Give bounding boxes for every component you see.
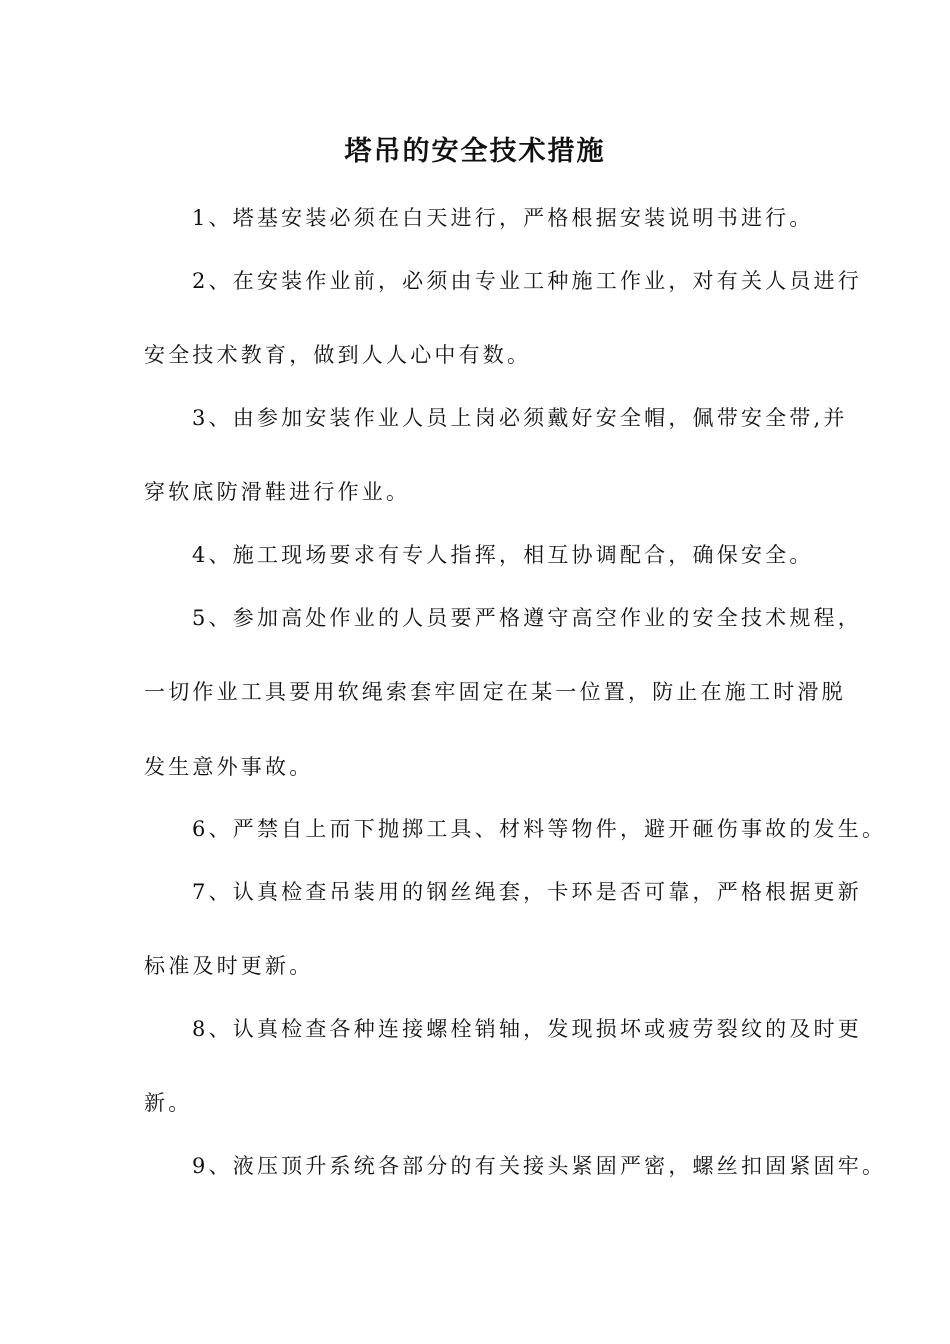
paragraph-line: 8、认真检查各种连接螺栓销轴，发现损坏或疲劳裂纹的及时更 (192, 1017, 862, 1041)
paragraph-line: 5、参加高处作业的人员要严格遵守高空作业的安全技术规程， (192, 606, 862, 630)
paragraph-line: 安全技术教育，做到人人心中有数。 (144, 343, 532, 367)
paragraph-line: 发生意外事故。 (144, 755, 314, 779)
paragraph-line: 4、施工现场要求有专人指挥，相互协调配合，确保安全。 (192, 543, 814, 567)
paragraph-line: 2、在安装作业前，必须由专业工种施工作业，对有关人员进行 (192, 269, 862, 293)
paragraph-line: 1、塔基安装必须在白天进行，严格根据安装说明书进行。 (192, 206, 814, 230)
paragraph-line: 6、严禁自上而下抛掷工具、材料等物件，避开砸伤事故的发生。 (192, 817, 887, 841)
paragraph-line: 穿软底防滑鞋进行作业。 (144, 480, 411, 504)
paragraph-line: 标准及时更新。 (144, 954, 314, 978)
paragraph-line: 9、液压顶升系统各部分的有关接头紧固严密，螺丝扣固紧固牢。 (192, 1154, 887, 1178)
paragraph-line: 7、认真检查吊装用的钢丝绳套，卡环是否可靠，严格根据更新 (192, 880, 862, 904)
paragraph-line: 新。 (144, 1091, 193, 1115)
paragraph-line: 3、由参加安装作业人员上岗必须戴好安全帽，佩带安全带,并 (192, 406, 848, 430)
document-title: 塔吊的安全技术措施 (344, 136, 606, 167)
paragraph-line: 一切作业工具要用软绳索套牢固定在某一位置，防止在施工时滑脱 (144, 680, 846, 704)
